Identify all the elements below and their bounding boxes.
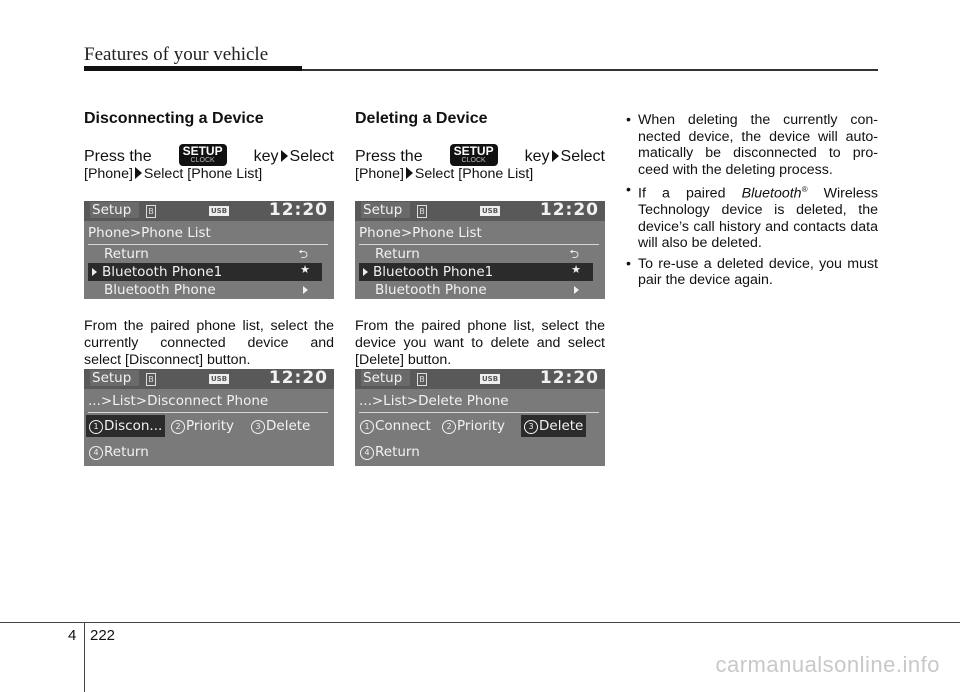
desc-line: [Delete] button. [355, 352, 452, 368]
menu-item-priority[interactable] [439, 415, 508, 437]
page-header-title: Features of your vehicle [84, 44, 269, 65]
instruction-line-2 [355, 166, 605, 183]
list-row-phone[interactable] [84, 281, 334, 299]
menu-row [355, 439, 605, 465]
list-row-return[interactable] [355, 245, 605, 263]
note-text: Wireless Technology device is deleted, the device’s call history and contacts data will also be deleted. [638, 185, 878, 252]
delete-screen [355, 369, 605, 466]
return-icon: ⮌ [569, 247, 579, 261]
favorite-star-icon: ★ [559, 263, 593, 281]
menu-item-connect[interactable] [357, 415, 434, 437]
header-bar [84, 66, 302, 71]
number-badge: 3 [251, 420, 265, 434]
screen-title [84, 389, 334, 413]
phone-text: [Phone] [355, 166, 404, 182]
menu-item-delete[interactable] [248, 415, 313, 437]
bluetooth-icon: B [146, 205, 156, 218]
key-text: key [253, 148, 279, 165]
menu-item-return[interactable] [357, 441, 423, 463]
menu-label: Delete [266, 418, 311, 434]
menu-label: Discon... [104, 418, 163, 434]
notes-list [622, 112, 878, 289]
bluetooth-icon: B [146, 373, 156, 386]
menu-label: Priority [186, 418, 235, 434]
list-row-selected[interactable] [359, 263, 575, 281]
phone-label: Bluetooth Phone [104, 282, 216, 298]
setup-title: Setup [90, 370, 139, 386]
menu-item-disconnect[interactable] [86, 415, 165, 437]
usb-badge: USB [482, 375, 499, 383]
select-text: Select [289, 148, 334, 165]
instruction-line-1 [84, 144, 334, 166]
bluetooth-icon: B [417, 205, 427, 218]
select-phone-list-text: Select [Phone List] [143, 166, 263, 182]
press-the-text: Press the [355, 148, 423, 165]
setup-title: Setup [361, 370, 410, 386]
menu-label: Connect [375, 418, 431, 434]
arrow-right-icon [406, 167, 413, 179]
menu-row [355, 413, 605, 439]
menu-label: Priority [457, 418, 506, 434]
note-text: If a paired [638, 185, 726, 202]
menu-item-priority[interactable] [168, 415, 237, 437]
menu-item-return[interactable] [86, 441, 152, 463]
select-text: Select [560, 148, 605, 165]
menu-label: Delete [539, 418, 584, 434]
screen-title [84, 221, 334, 245]
key-text: key [524, 148, 550, 165]
number-badge: 1 [360, 420, 374, 434]
screen-title [355, 389, 605, 413]
note-item: • When deleting the currently con- nected device, the device will auto- matically be disconnected to pro- ceed with the deleting process. [622, 112, 878, 178]
instruction-line-1 [355, 144, 605, 166]
chapter-number: 4 [68, 627, 77, 644]
menu-row [84, 413, 334, 439]
delete-section [355, 110, 605, 183]
return-label: Return [375, 246, 420, 262]
disconnect-heading: Disconnecting a Device [84, 110, 264, 127]
press-the-text: Press the [84, 148, 152, 165]
number-badge: 4 [360, 446, 374, 460]
arrow-right-icon [135, 167, 142, 179]
arrow-right-icon [281, 150, 288, 162]
usb-badge: USB [211, 207, 228, 215]
return-icon: ⮌ [298, 247, 308, 261]
screen-topbar [355, 201, 605, 221]
note-item [622, 182, 878, 252]
screen-topbar [84, 369, 334, 389]
page-number: 222 [90, 627, 116, 644]
number-badge: 2 [171, 420, 185, 434]
menu-label: Return [104, 444, 149, 460]
phone-list-screen [84, 201, 334, 299]
usb-badge: USB [211, 375, 228, 383]
clock-key-label: CLOCK [461, 157, 486, 164]
menu-row [84, 439, 334, 465]
screen-title-text: Phone>Phone List [359, 225, 482, 241]
phone-text: [Phone] [84, 166, 133, 182]
number-badge: 1 [89, 420, 103, 434]
phone-label: Bluetooth Phone [375, 282, 487, 298]
phone1-label: Bluetooth Phone1 [373, 264, 494, 280]
clock-display: 12:20 [268, 368, 328, 388]
caret-right-icon [363, 268, 368, 276]
screen-topbar [355, 369, 605, 389]
disconnect-section [84, 110, 334, 183]
favorite-star-icon: ★ [288, 263, 322, 281]
clock-display: 12:20 [539, 368, 599, 388]
phone1-label: Bluetooth Phone1 [102, 264, 223, 280]
footer-divider [84, 622, 85, 692]
setup-title: Setup [90, 202, 139, 218]
note-item: • To re-use a deleted device, you must pair the device again. [622, 256, 878, 289]
number-badge: 3 [524, 420, 538, 434]
number-badge: 4 [89, 446, 103, 460]
screen-title [355, 221, 605, 245]
usb-badge: USB [482, 207, 499, 215]
setup-key-label: SETUP [453, 144, 494, 158]
desc-line: From the paired phone list, select the [355, 318, 605, 334]
delete-description [355, 318, 605, 369]
delete-heading: Deleting a Device [355, 110, 488, 127]
phone-list-screen [355, 201, 605, 299]
screen-title-text: Phone>Phone List [88, 225, 211, 241]
setup-key-label: SETUP [182, 144, 223, 158]
desc-line: From the paired phone list, select the [84, 318, 334, 334]
clock-display: 12:20 [539, 200, 599, 220]
bluetooth-icon: B [417, 373, 427, 386]
screen-topbar [84, 201, 334, 221]
bluetooth-brand: Bluetooth [741, 185, 802, 202]
watermark: carmanualsonline.info [715, 652, 940, 677]
arrow-right-icon [552, 150, 559, 162]
setup-key-icon [450, 144, 498, 166]
header-rule [302, 69, 878, 71]
return-label: Return [104, 246, 149, 262]
menu-label: Return [375, 444, 420, 460]
caret-right-icon [92, 268, 97, 276]
instruction-line-2 [84, 166, 334, 183]
key-select-text [254, 148, 334, 166]
desc-line: currently connected device and [84, 335, 334, 351]
registered-mark: ® [801, 185, 808, 194]
footer-rule [0, 622, 960, 623]
setup-title: Setup [361, 202, 410, 218]
desc-line: device you want to delete and select [355, 335, 605, 351]
chevron-right-icon [303, 286, 308, 294]
select-phone-list-text: Select [Phone List] [414, 166, 534, 182]
menu-item-delete[interactable] [521, 415, 586, 437]
list-row-selected[interactable] [88, 263, 304, 281]
chevron-right-icon [574, 286, 579, 294]
key-select-text [525, 148, 605, 166]
disconnect-description [84, 318, 334, 369]
number-badge: 2 [442, 420, 456, 434]
clock-display: 12:20 [268, 200, 328, 220]
clock-key-label: CLOCK [190, 157, 215, 164]
screen-title-text: ...>List>Delete Phone [359, 393, 509, 409]
list-row-return[interactable] [84, 245, 334, 263]
notes-section [622, 112, 878, 293]
screen-title-text: ...>List>Disconnect Phone [88, 393, 269, 409]
disconnect-screen [84, 369, 334, 466]
list-row-phone[interactable] [355, 281, 605, 299]
desc-line: select [Disconnect] button. [84, 352, 251, 368]
setup-key-icon [179, 144, 227, 166]
